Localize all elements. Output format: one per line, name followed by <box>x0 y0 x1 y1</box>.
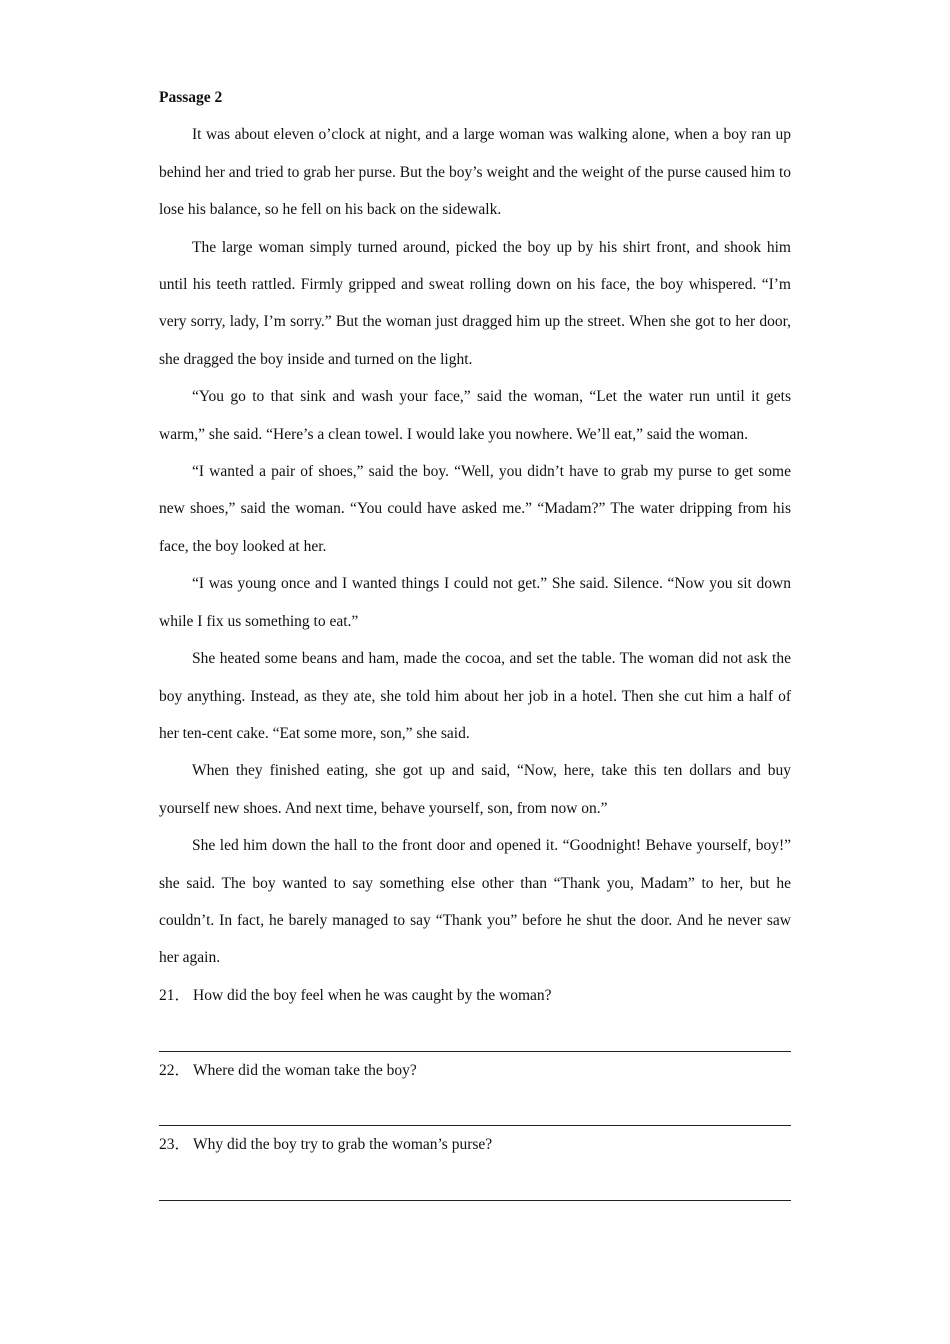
question-22 <box>159 1052 791 1089</box>
paragraph: She led him down the hall to the front door and opened it. “Goodnight! Behave yourself, boy!” she said. The boy wanted to say something else other than “Thank you, Madam” to her, but he couldn’t. In fact, he barely managed to say “Thank you” before he shut the door. And he never saw her again. <box>159 837 791 967</box>
paragraph: When they finished eating, she got up and said, “Now, here, take this ten dollars and buy yourself new shoes. And next time, behave yourself, son, from now on.” <box>159 762 791 817</box>
question-text: Why did the boy try to grab the woman’s purse? <box>193 1136 493 1154</box>
paragraph: She heated some beans and ham, made the cocoa, and set the table. The woman did not ask the boy anything. Instead, as they ate, she told him about her job in a hotel. Then she cut him a half of her ten-cent cake. “Eat some more, son,” she said. <box>159 650 791 742</box>
question-number: 22． <box>159 1061 191 1079</box>
question-number: 23． <box>159 1136 191 1154</box>
paragraph: It was about eleven o’clock at night, and a large woman was walking alone, when a boy ran up behind her and tried to grab her purse. But the boy’s weight and the weight of the purse caused him to lose his balance, so he fell on his back on the sidewalk. <box>159 126 791 219</box>
paragraph: “I wanted a pair of shoes,” said the boy. “Well, you didn’t have to grab my purse to get some new shoes,” said the woman. “You could have asked me.” “Madam?” The water dripping from his face, the boy looked at her. <box>159 463 791 555</box>
paragraph: The large woman simply turned around, picked the boy up by his shirt front, and shook him until his teeth rattled. Firmly gripped and sweat rolling down on his face, the boy whispered. “I’m very sorry, lady, I’m sorry.” But the woman just dragged him up the street. When she got to her door, she dragged the boy inside and turned on the light. <box>159 238 791 368</box>
questions-section <box>159 977 791 1201</box>
question-23 <box>159 1126 791 1163</box>
question-number: 21． <box>159 986 191 1004</box>
answer-line[interactable] <box>159 1164 791 1201</box>
question-21 <box>159 977 791 1014</box>
passage-title: Passage 2 <box>159 89 223 106</box>
paragraph: “You go to that sink and wash your face,” said the woman, “Let the water run until it gets warm,” she said. “Here’s a clean towel. I would lake you nowhere. We’ll eat,” said the woman. <box>159 388 791 443</box>
answer-line[interactable] <box>159 1014 791 1051</box>
question-block <box>159 977 791 1052</box>
answer-line[interactable] <box>159 1089 791 1126</box>
question-text: How did the boy feel when he was caught by the woman? <box>193 986 552 1004</box>
question-block <box>159 1052 791 1127</box>
document-page <box>159 79 791 1201</box>
paragraph: “I was young once and I wanted things I could not get.” She said. Silence. “Now you sit down while I fix us something to eat.” <box>159 575 791 630</box>
question-text: Where did the woman take the boy? <box>193 1061 417 1079</box>
passage-body <box>159 116 791 976</box>
question-block <box>159 1126 791 1201</box>
